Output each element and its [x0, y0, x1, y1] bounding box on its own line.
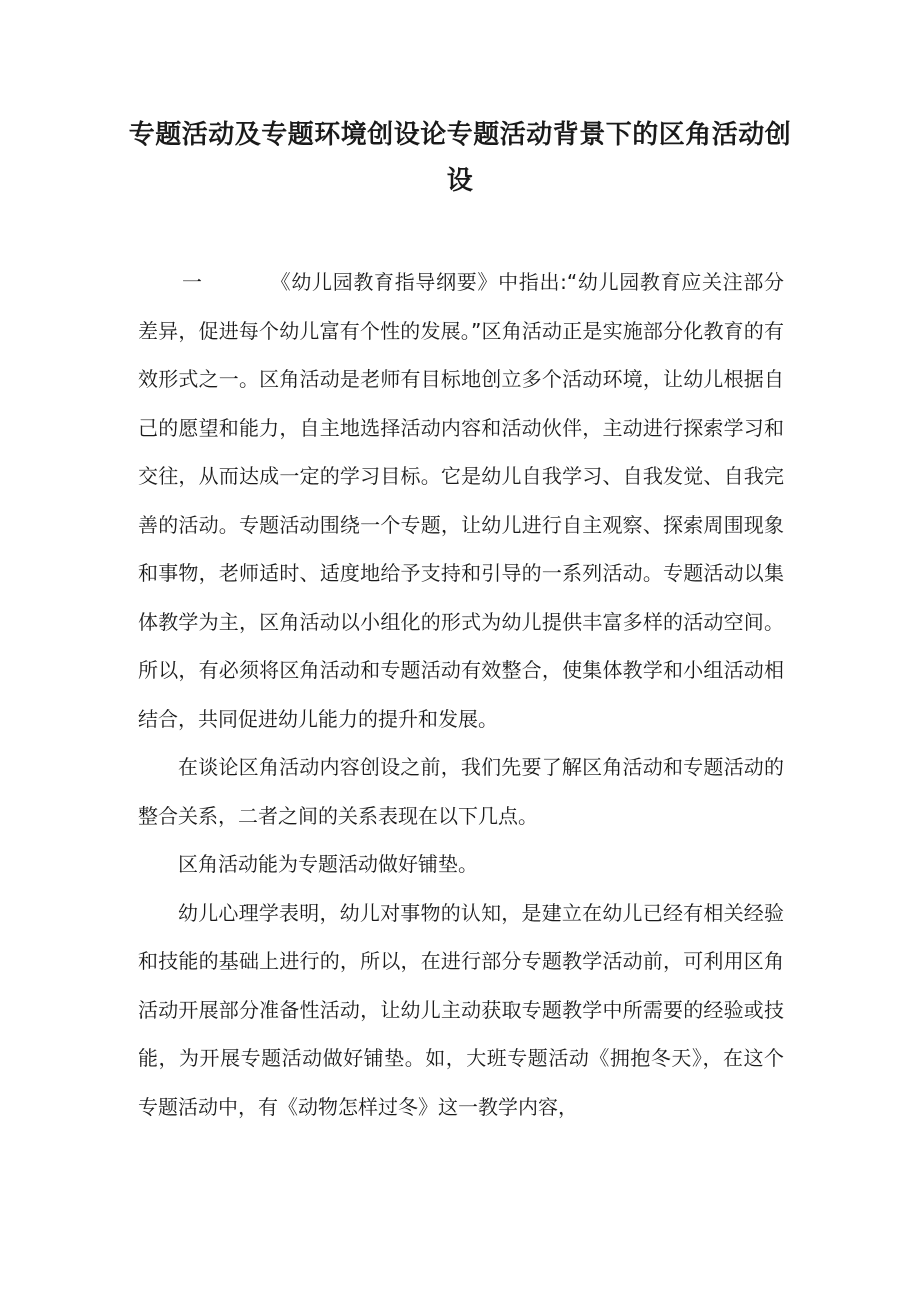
paragraph-point-heading: 区角活动能为专题活动做好铺垫。 — [178, 852, 478, 876]
section-marker: 一 — [182, 270, 202, 294]
paragraph-psychology: 幼儿心理学表明，幼儿对事物的认知，是建立在幼儿已经有相关经验和技能的基础上进行的，所以，在进行部分专题教学活动前，可利用区角活动开展部分准备性活动，让幼儿主动获取专题教学中所需要的经验或技能，为开展专题活动做好铺垫。如，大班专题活动《拥抱冬天》，在这个专题活动中，有《动物怎样过冬》这一教学内容， — [138, 900, 784, 1119]
paragraph-intro — [138, 258, 784, 743]
paragraph-relation: 在谈论区角活动内容创设之前，我们先要了解区角活动和专题活动的整合关系，二者之间的关系表现在以下几点。 — [138, 755, 784, 828]
document-body — [138, 258, 784, 1131]
document-title: 专题活动及专题环境创设论专题活动背景下的区角活动创设 — [128, 120, 792, 196]
paragraph-text: 《幼儿园教育指导纲要》中指出:“幼儿园教育应关注部分差异，促进每个幼儿富有个性的发展。”区角活动正是实施部分化教育的有效形式之一。区角活动是老师有目标地创立多个活动环境，让幼儿根据自己的愿望和能力，自主地选择活动内容和活动伙伴，主动进行探索学习和交往，从而达成一定的学习目标。它是幼儿自我学习、自我发觉、自我完善的活动。专题活动围绕一个专题，让幼儿进行自主观察、探索周围现象和事物，老师适时、适度地给予支持和引导的一系列活动。专题活动以集体教学为主，区角活动以小组化的形式为幼儿提供丰富多样的活动空间。所以，有必须将区角活动和专题活动有效整合，使集体教学和小组活动相结合，共同促进幼儿能力的提升和发展。 — [138, 270, 784, 731]
